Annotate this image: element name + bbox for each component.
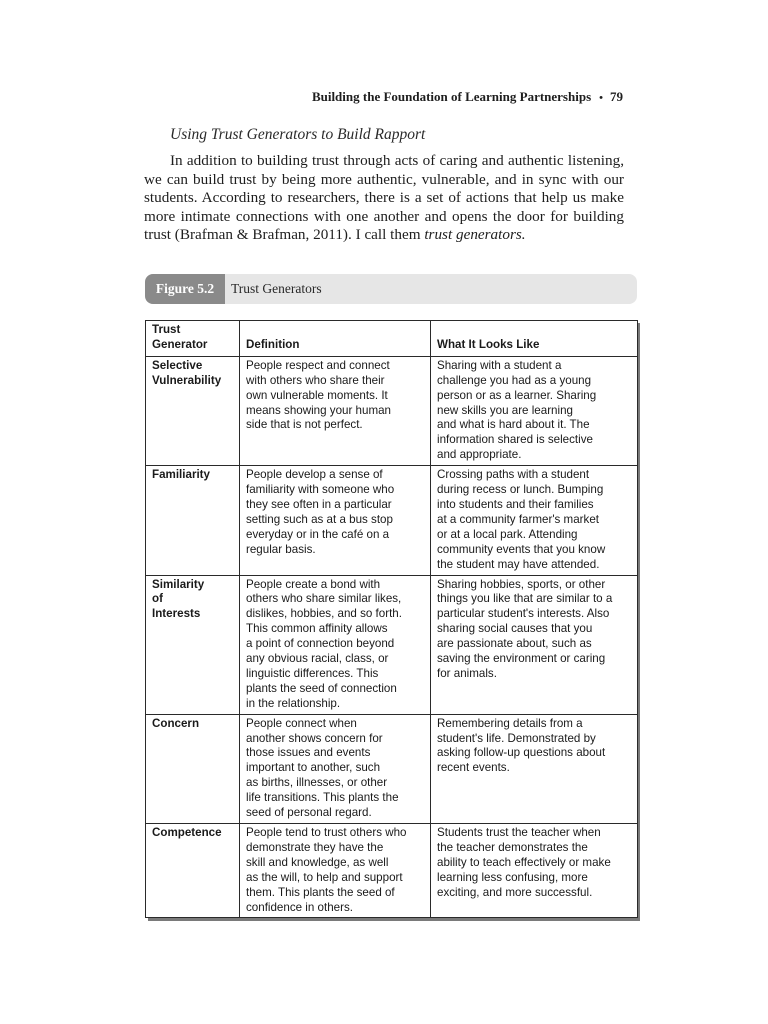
looks-like-cell: Remembering details from a student's life. Demonstrated by asking follow-up questions about recent events. [431, 714, 638, 823]
looks-like-cell: Sharing with a student a challenge you had as a young person or as a learner. Sharing new skills you are learning and what is hard about it. The information shared is selective and appropriate. [431, 356, 638, 465]
column-header-looks-like: What It Looks Like [431, 321, 638, 357]
table-row [146, 714, 638, 823]
table-header-row [146, 321, 638, 357]
page-number: 79 [610, 89, 623, 104]
generator-cell: Concern [146, 714, 240, 823]
table-row [146, 575, 638, 714]
table-row [146, 824, 638, 918]
looks-like-cell: Sharing hobbies, sports, or other things you like that are similar to a particular student's interests. Also sharing social causes that you are passionate about, such as saving the environment or caring for animals. [431, 575, 638, 714]
column-header-definition: Definition [240, 321, 431, 357]
column-header-generator: Trust Generator [146, 321, 240, 357]
bullet-separator: • [599, 92, 603, 104]
looks-like-cell: Students trust the teacher when the teacher demonstrates the ability to teach effectively or make learning less confusing, more exciting, and more successful. [431, 824, 638, 918]
trust-generators-table-wrapper [145, 320, 637, 918]
table-row [146, 356, 638, 465]
trust-generators-table [145, 320, 638, 918]
generator-cell: Competence [146, 824, 240, 918]
generator-cell: Familiarity [146, 466, 240, 575]
figure-label: Figure 5.2 [145, 274, 225, 304]
definition-cell: People tend to trust others who demonstrate they have the skill and knowledge, as well as the will, to help and support them. This plants the seed of confidence in others. [240, 824, 431, 918]
body-paragraph [144, 152, 624, 245]
definition-cell: People respect and connect with others who share their own vulnerable moments. It means showing your human side that is not perfect. [240, 356, 431, 465]
looks-like-cell: Crossing paths with a student during recess or lunch. Bumping into students and their families at a community farmer's market or at a local park. Attending community events that you know the student may have attended. [431, 466, 638, 575]
figure-caption-bar [145, 274, 637, 304]
figure-title: Trust Generators [231, 281, 322, 296]
section-heading: Using Trust Generators to Build Rapport [170, 126, 426, 143]
generator-cell: Similarity of Interests [146, 575, 240, 714]
definition-cell: People develop a sense of familiarity with someone who they see often in a particular setting such as at a bus stop everyday or in the café on a regular basis. [240, 466, 431, 575]
definition-cell: People connect when another shows concern for those issues and events important to another, such as births, illnesses, or other life transitions. This plants the seed of personal regard. [240, 714, 431, 823]
generator-cell: Selective Vulnerability [146, 356, 240, 465]
definition-cell: People create a bond with others who share similar likes, dislikes, hobbies, and so forth. This common affinity allows a point of connection beyond any obvious racial, class, or linguistic differences. This plants the seed of connection in the relationship. [240, 575, 431, 714]
paragraph-text: In addition to building trust through acts of caring and authentic listening, we can build trust by being more authentic, vulnerable, and in sync with our students. According to researchers, there is a set of actions that help us make more intimate connections with one another and opens the door for building trust (Brafman & Brafman, 2011). I call them [144, 152, 624, 244]
running-head [0, 89, 623, 105]
paragraph-emphasis: trust generators. [424, 226, 526, 244]
running-head-title: Building the Foundation of Learning Partnerships [311, 89, 592, 104]
table-row [146, 466, 638, 575]
